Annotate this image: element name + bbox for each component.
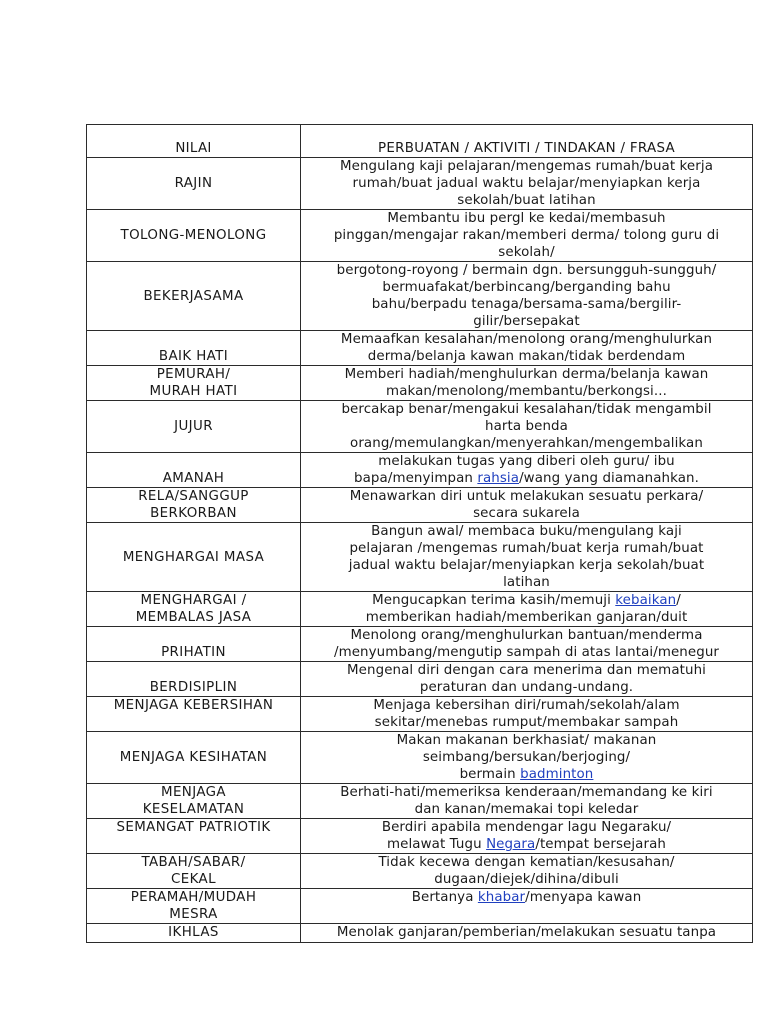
aktiviti-text: makan/menolong/membantu/berkongsi... (386, 384, 667, 399)
aktiviti-line (303, 574, 750, 591)
aktiviti-line (303, 158, 750, 175)
table-row (87, 819, 753, 854)
aktiviti-text: Memaafkan kesalahan/menolong orang/menghulurkan (340, 332, 713, 347)
nilai-text: MURAH HATI (149, 384, 238, 399)
aktiviti-text: latihan (503, 575, 550, 590)
nilai-cell (87, 819, 301, 854)
aktiviti-line (303, 523, 750, 540)
aktiviti-text: orang/memulangkan/menyerahkan/mengembalikan (350, 436, 703, 451)
aktiviti-line (303, 296, 750, 313)
nilai-text: JUJUR (174, 419, 213, 434)
aktiviti-cell (301, 523, 753, 592)
nilai-cell (87, 592, 301, 627)
table-row (87, 662, 753, 697)
aktiviti-cell (301, 819, 753, 854)
aktiviti-text: Memberi hadiah/menghulurkan derma/belanja kawan (344, 367, 709, 382)
nilai-text: PERAMAH/MUDAH (130, 890, 257, 905)
aktiviti-text: Berhati-hati/memeriksa kenderaan/memandang ke kiri (340, 785, 713, 800)
nilai-cell (87, 523, 301, 592)
aktiviti-text: Tidak kecewa dengan kematian/kesusahan/ (378, 855, 675, 870)
keyword-link[interactable]: Negara (486, 837, 536, 852)
aktiviti-text: dan kanan/memakai topi keledar (414, 802, 639, 817)
table-row (87, 401, 753, 453)
table-row (87, 697, 753, 732)
aktiviti-cell (301, 784, 753, 819)
table-row (87, 592, 753, 627)
nilai-table (86, 124, 753, 943)
nilai-text: AMANAH (162, 471, 225, 486)
aktiviti-text: bermain (459, 767, 521, 782)
aktiviti-text: melakukan tugas yang diberi oleh guru/ ibu (378, 454, 675, 469)
nilai-cell (87, 262, 301, 331)
nilai-cell (87, 732, 301, 784)
table-row (87, 453, 753, 488)
aktiviti-text: /menyumbang/mengutip sampah di atas lantai/menegur (333, 645, 720, 660)
table-row (87, 523, 753, 592)
aktiviti-text: gilir/bersepakat (473, 314, 580, 329)
nilai-text: BERKORBAN (150, 506, 237, 521)
aktiviti-text: harta benda (485, 419, 568, 434)
table-row (87, 627, 753, 662)
aktiviti-line (303, 435, 750, 452)
nilai-text: TABAH/SABAR/ (141, 855, 246, 870)
aktiviti-line (303, 331, 750, 348)
nilai-text: MENJAGA KESIHATAN (119, 750, 268, 765)
nilai-text: PRIHATIN (161, 645, 226, 660)
aktiviti-line (303, 836, 750, 853)
table-row (87, 889, 753, 924)
nilai-cell (87, 854, 301, 889)
table-row (87, 784, 753, 819)
aktiviti-text: Menolong orang/menghulurkan bantuan/menderma (350, 628, 703, 643)
aktiviti-line (303, 540, 750, 557)
nilai-cell (87, 366, 301, 401)
aktiviti-line (303, 262, 750, 279)
nilai-cell (87, 662, 301, 697)
aktiviti-text: derma/belanja kawan makan/tidak berdendam (367, 349, 686, 364)
nilai-text: MENGHARGAI / (140, 593, 247, 608)
aktiviti-text: Menawarkan diri untuk melakukan sesuatu perkara/ (349, 489, 704, 504)
aktiviti-text: Mengulang kaji pelajaran/mengemas rumah/buat kerja (339, 159, 714, 174)
nilai-text: RELA/SANGGUP (138, 489, 249, 504)
aktiviti-line (303, 192, 750, 209)
aktiviti-line (303, 644, 750, 661)
aktiviti-text: Bertanya (411, 890, 478, 905)
aktiviti-text: sekolah/ (498, 245, 555, 260)
keyword-link[interactable]: khabar (477, 890, 526, 905)
aktiviti-text: Mengenal diri dengan cara menerima dan mematuhi (347, 663, 706, 678)
aktiviti-line (303, 592, 750, 609)
aktiviti-cell (301, 453, 753, 488)
table-row (87, 210, 753, 262)
aktiviti-line (303, 801, 750, 818)
aktiviti-line (303, 784, 750, 801)
aktiviti-cell (301, 366, 753, 401)
nilai-cell (87, 210, 301, 262)
aktiviti-text: bercakap benar/mengakui kesalahan/tidak mengambil (341, 402, 712, 417)
aktiviti-line (303, 697, 750, 714)
table-row (87, 924, 753, 943)
aktiviti-line (303, 401, 750, 418)
aktiviti-text: /wang yang diamanahkan. (519, 471, 699, 486)
aktiviti-line (303, 227, 750, 244)
aktiviti-text: rumah/buat jadual waktu belajar/menyiapkan kerja (352, 176, 701, 191)
header-nilai: NILAI (87, 125, 301, 158)
aktiviti-cell (301, 924, 753, 943)
aktiviti-cell (301, 662, 753, 697)
table-row (87, 854, 753, 889)
aktiviti-cell (301, 210, 753, 262)
keyword-link[interactable]: rahsia (477, 471, 520, 486)
aktiviti-line (303, 609, 750, 626)
aktiviti-text: bergotong-royong / bermain dgn. bersungguh-sungguh/ (336, 263, 717, 278)
aktiviti-line (303, 662, 750, 679)
aktiviti-line (303, 313, 750, 330)
aktiviti-line (303, 819, 750, 836)
table-row (87, 732, 753, 784)
aktiviti-line (303, 175, 750, 192)
aktiviti-text: Makan makanan berkhasiat/ makanan (396, 733, 657, 748)
aktiviti-line (303, 749, 750, 766)
table-row (87, 331, 753, 366)
aktiviti-line (303, 924, 750, 941)
nilai-cell (87, 784, 301, 819)
aktiviti-line (303, 470, 750, 487)
aktiviti-text: Menolak ganjaran/pemberian/melakukan sesuatu tanpa (336, 925, 717, 940)
nilai-cell (87, 627, 301, 662)
aktiviti-cell (301, 262, 753, 331)
aktiviti-text: pelajaran /mengemas rumah/buat kerja rumah/buat (349, 541, 704, 556)
aktiviti-text: bahu/berpadu tenaga/bersama-sama/bergilir- (371, 297, 682, 312)
nilai-cell (87, 924, 301, 943)
aktiviti-cell (301, 627, 753, 662)
aktiviti-text: Mengucapkan terima kasih/memuji (372, 593, 616, 608)
nilai-cell (87, 488, 301, 523)
nilai-text: KESELAMATAN (142, 802, 245, 817)
nilai-cell (87, 889, 301, 924)
header-aktiviti: PERBUATAN / AKTIVITI / TINDAKAN / FRASA (301, 125, 753, 158)
aktiviti-line (303, 210, 750, 227)
aktiviti-text: Menjaga kebersihan diri/rumah/sekolah/alam (373, 698, 680, 713)
aktiviti-line (303, 244, 750, 261)
nilai-text: RAJIN (174, 176, 213, 191)
aktiviti-line (303, 714, 750, 731)
nilai-cell (87, 158, 301, 210)
aktiviti-text: / (676, 593, 681, 608)
aktiviti-line (303, 348, 750, 365)
aktiviti-cell (301, 592, 753, 627)
nilai-text: MENJAGA KEBERSIHAN (113, 698, 274, 713)
keyword-link[interactable]: kebaikan (615, 593, 677, 608)
aktiviti-line (303, 488, 750, 505)
aktiviti-text: Berdiri apabila mendengar lagu Negaraku/ (381, 820, 672, 835)
aktiviti-line (303, 854, 750, 871)
table-row (87, 262, 753, 331)
table-row (87, 366, 753, 401)
nilai-text: MEMBALAS JASA (135, 610, 252, 625)
aktiviti-cell (301, 158, 753, 210)
aktiviti-line (303, 679, 750, 696)
keyword-link[interactable]: badminton (520, 767, 594, 782)
aktiviti-cell (301, 854, 753, 889)
aktiviti-line (303, 505, 750, 522)
aktiviti-text: seimbang/bersukan/berjoging/ (422, 750, 631, 765)
aktiviti-cell (301, 488, 753, 523)
nilai-text: BEKERJASAMA (143, 288, 244, 304)
aktiviti-text: secara sukarela (473, 506, 580, 521)
aktiviti-cell (301, 889, 753, 924)
aktiviti-cell (301, 732, 753, 784)
nilai-text: MESRA (169, 907, 218, 922)
aktiviti-cell (301, 401, 753, 453)
aktiviti-text: sekolah/buat latihan (457, 193, 596, 208)
aktiviti-line (303, 557, 750, 574)
nilai-text: MENJAGA (160, 785, 226, 800)
aktiviti-line (303, 766, 750, 783)
nilai-text: SEMANGAT PATRIOTIK (116, 820, 271, 835)
aktiviti-cell (301, 331, 753, 366)
aktiviti-text: Bangun awal/ membaca buku/mengulang kaji (371, 524, 682, 539)
aktiviti-text: memberikan hadiah/memberikan ganjaran/duit (365, 610, 688, 625)
aktiviti-text: bermuafakat/berbincang/berganding bahu (382, 280, 671, 295)
table-body (87, 158, 753, 943)
nilai-cell (87, 453, 301, 488)
aktiviti-line (303, 279, 750, 296)
aktiviti-line (303, 418, 750, 435)
nilai-cell (87, 331, 301, 366)
nilai-text: PEMURAH/ (156, 367, 231, 382)
aktiviti-text: sekitar/menebas rumput/membakar sampah (374, 715, 679, 730)
nilai-text: TOLONG-MENOLONG (120, 228, 267, 243)
header-row (87, 125, 753, 158)
nilai-text: CEKAL (171, 872, 216, 887)
nilai-cell (87, 401, 301, 453)
aktiviti-text: bapa/menyimpan (354, 471, 478, 486)
table-row (87, 158, 753, 210)
aktiviti-line (303, 627, 750, 644)
aktiviti-line (303, 383, 750, 400)
nilai-text: MENGHARGAI MASA (122, 549, 265, 565)
aktiviti-text: peraturan dan undang-undang. (419, 680, 634, 695)
aktiviti-line (303, 366, 750, 383)
aktiviti-text: /tempat bersejarah (535, 837, 666, 852)
aktiviti-cell (301, 697, 753, 732)
aktiviti-text: jadual waktu belajar/menyiapkan kerja sekolah/buat (348, 558, 705, 573)
table-row (87, 488, 753, 523)
aktiviti-line (303, 453, 750, 470)
aktiviti-line (303, 889, 750, 906)
aktiviti-text: Membantu ibu pergl ke kedai/membasuh (387, 211, 666, 226)
aktiviti-line (303, 871, 750, 888)
nilai-text: BERDISIPLIN (149, 680, 238, 695)
aktiviti-text: /menyapa kawan (525, 890, 642, 905)
nilai-text: IKHLAS (168, 925, 219, 940)
aktiviti-text: melawat Tugu (387, 837, 487, 852)
aktiviti-text: dugaan/diejek/dihina/dibuli (434, 872, 619, 887)
aktiviti-line (303, 732, 750, 749)
aktiviti-text: pinggan/mengajar rakan/memberi derma/ tolong guru di (333, 228, 720, 243)
nilai-text: BAIK HATI (158, 349, 229, 364)
nilai-cell (87, 697, 301, 732)
